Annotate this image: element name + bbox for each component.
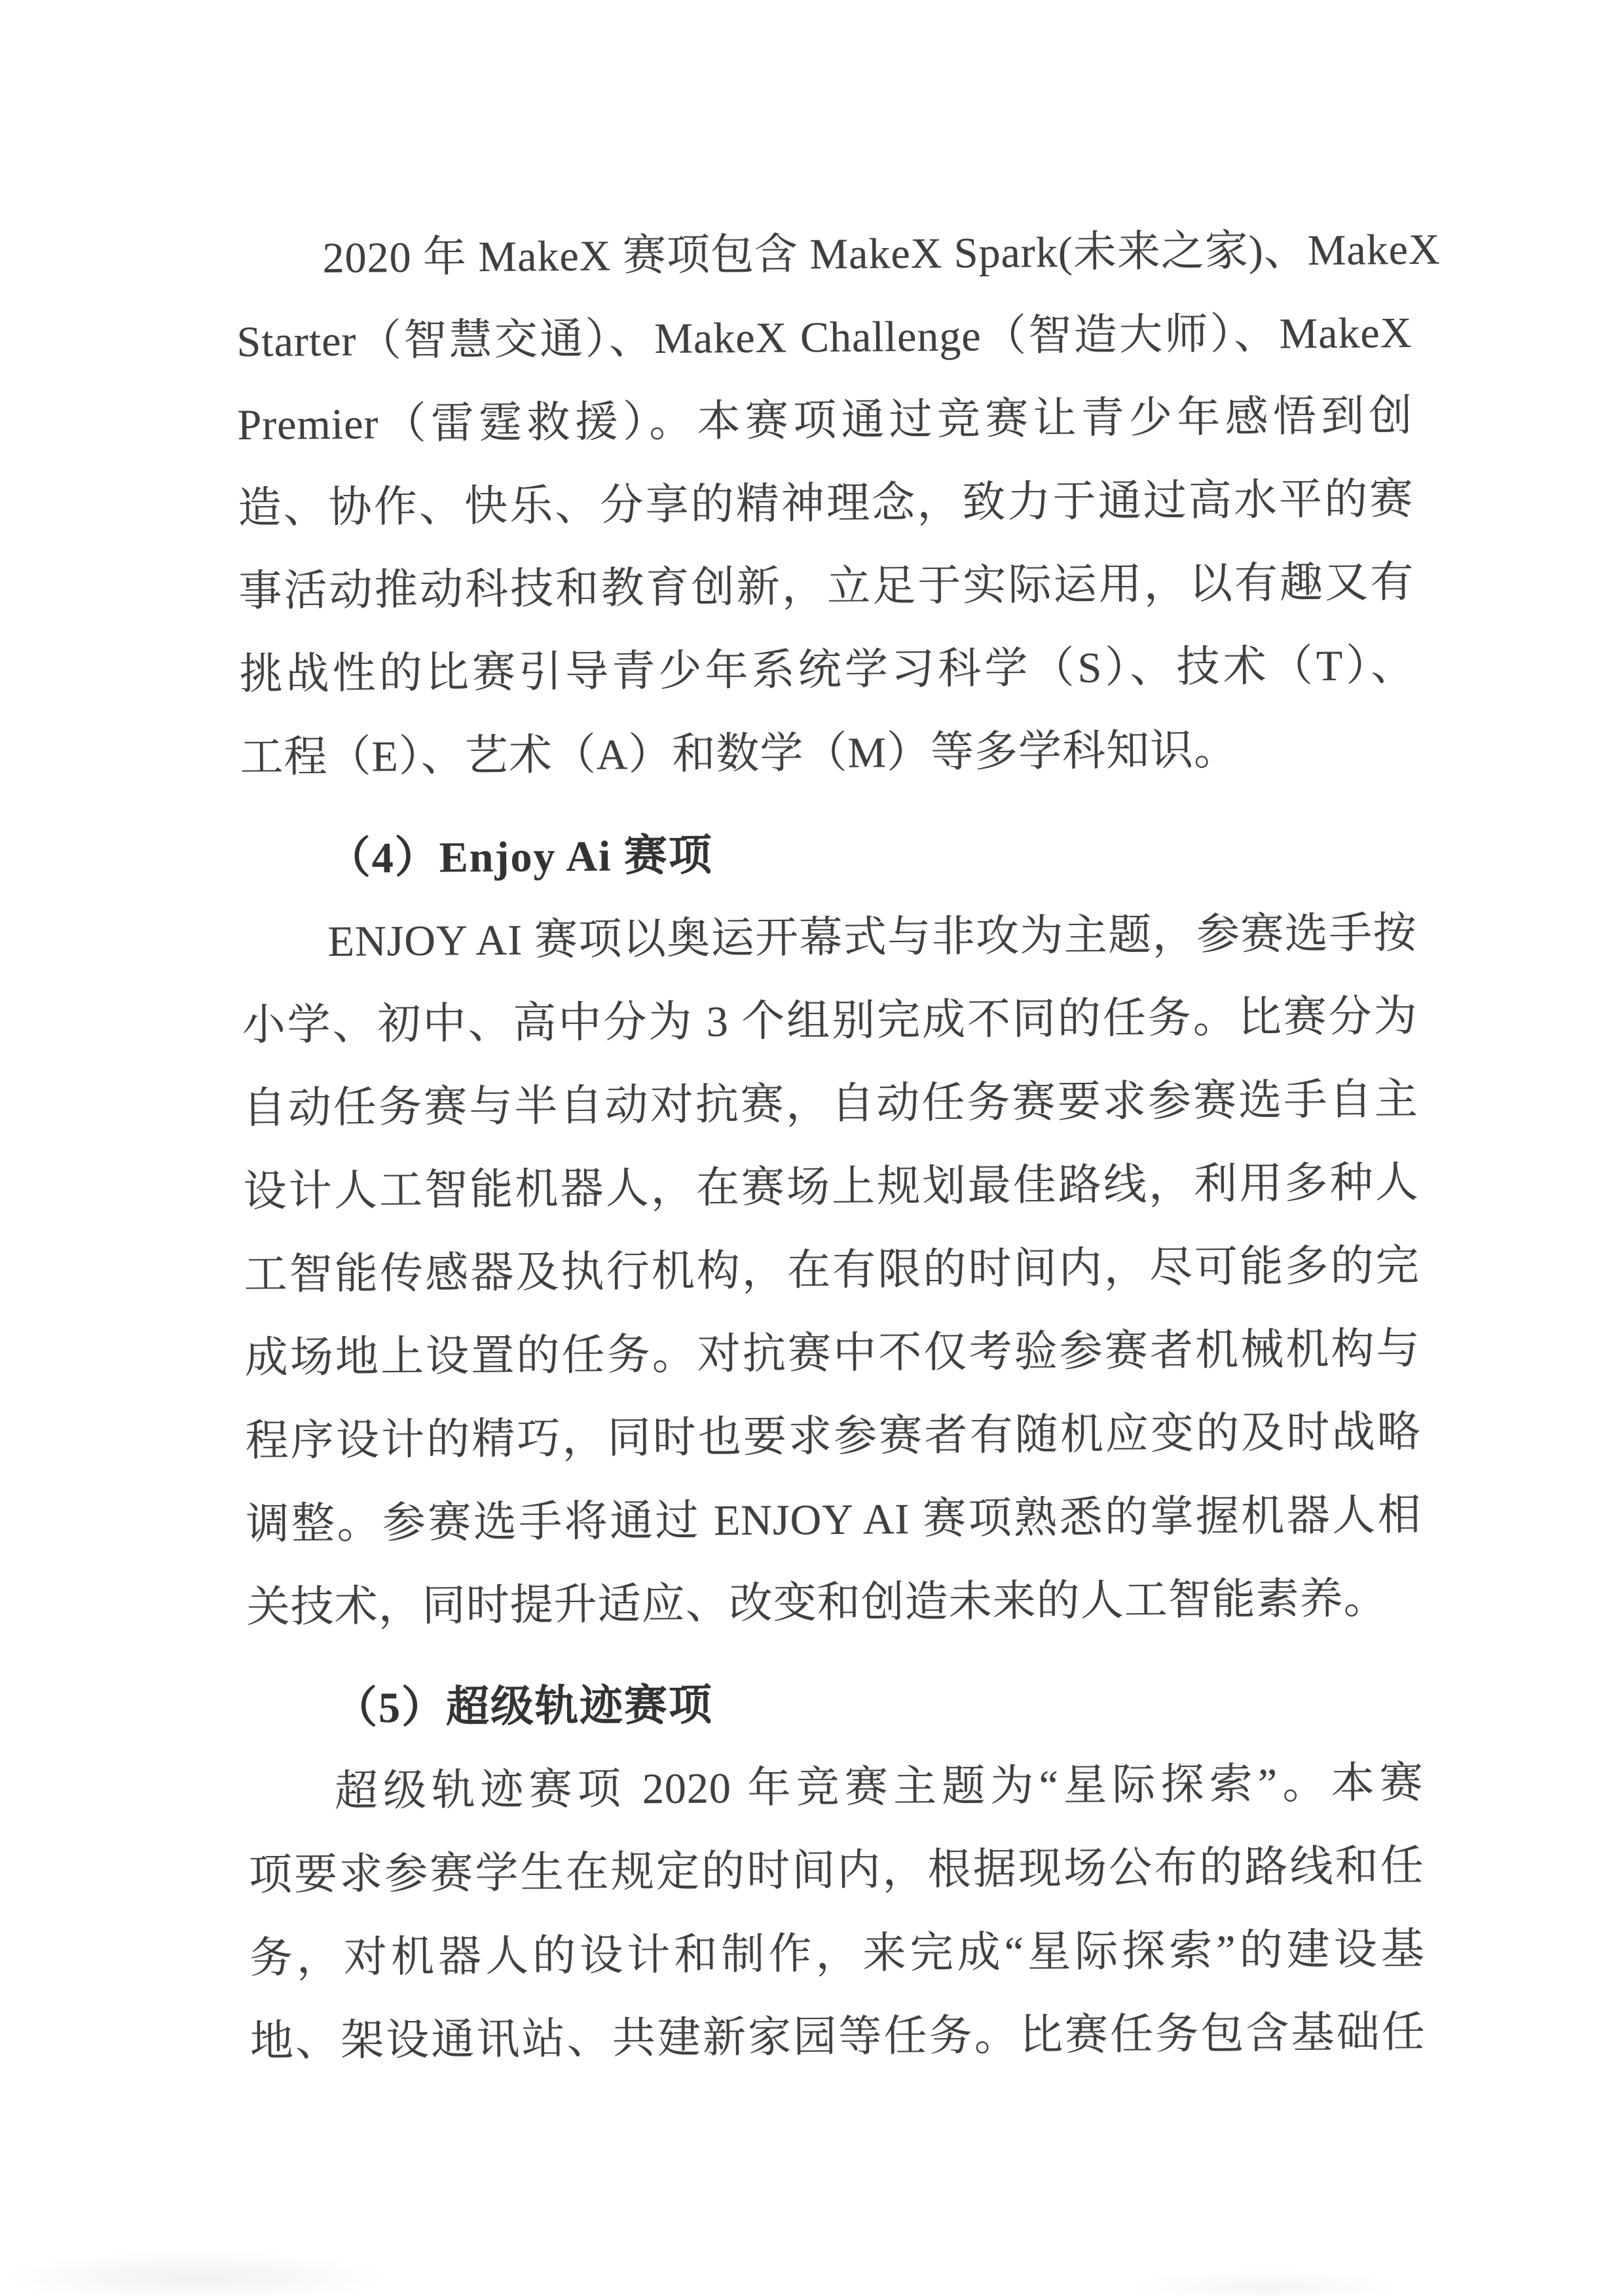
paragraph-enjoy-ai (241, 892, 1422, 1649)
text-line: 造、协作、快乐、分享的精神理念，致力于通过高水平的赛 (238, 475, 1414, 533)
text-line: 成场地上设置的任务。对抗赛中不仅考验参赛者机械机构与 (244, 1324, 1420, 1382)
text-line: 设计人工智能机器人，在赛场上规划最佳路线，利用多种人 (243, 1158, 1419, 1216)
section-heading-enjoy-ai: （4）Enjoy Ai 赛项 (327, 831, 714, 883)
paragraph-makex (236, 208, 1441, 799)
text-line: 小学、初中、高中分为 3 个组别完成不同的任务。比赛分为 (242, 992, 1418, 1050)
text-line: 工智能传感器及执行机构，在有限的时间内，尽可能多的完 (244, 1241, 1420, 1299)
text-line: 地、架设通讯站、共建新家园等任务。比赛任务包含基础任 (249, 2008, 1426, 2066)
text-line: 关技术，同时提升适应、改变和创造未来的人工智能素养。 (246, 1575, 1388, 1631)
section-heading-super-track: （5）超级轨迹赛项 (333, 1681, 714, 1732)
text-line: 项要求参赛学生在规定的时间内，根据现场公布的路线和任 (248, 1842, 1425, 1899)
text-line: Starter（智慧交通）、MakeX Challenge（智造大师）、MakeX (236, 308, 1412, 367)
text-line: 自动任务赛与半自动对抗赛，自动任务赛要求参赛选手自主 (242, 1075, 1418, 1133)
text-block (236, 208, 1441, 2083)
text-line: Premier（雷霆救援）。本赛项通过竞赛让青少年感悟到创 (237, 392, 1413, 450)
text-line: ENJOY AI 赛项以奥运开幕式与非攻为主题，参赛选手按 (327, 909, 1417, 966)
paragraph-super-track (248, 1741, 1426, 2083)
text-line: 务，对机器人的设计和制作，来完成“星际探索”的建设基 (249, 1925, 1426, 1982)
text-line: 调整。参赛选手将通过 ENJOY AI 赛项熟悉的掌握机器人相 (246, 1491, 1422, 1548)
text-line: 程序设计的精巧，同时也要求参赛者有随机应变的及时战略 (245, 1408, 1421, 1465)
text-line: 工程（E）、艺术（A）和数学（M）等多学科知识。 (240, 726, 1238, 782)
text-line: 2020 年 MakeX 赛项包含 MakeX Spark(未来之家)、MakeX (322, 225, 1441, 283)
text-line: 超级轨迹赛项 2020 年竞赛主题为“星际探索”。本赛 (334, 1758, 1424, 1815)
text-line: 事活动推动科技和教育创新，立足于实际运用，以有趣又有 (238, 558, 1414, 616)
text-line: 挑战性的比赛引导青少年系统学习科学（S）、技术（T）、 (239, 641, 1415, 699)
